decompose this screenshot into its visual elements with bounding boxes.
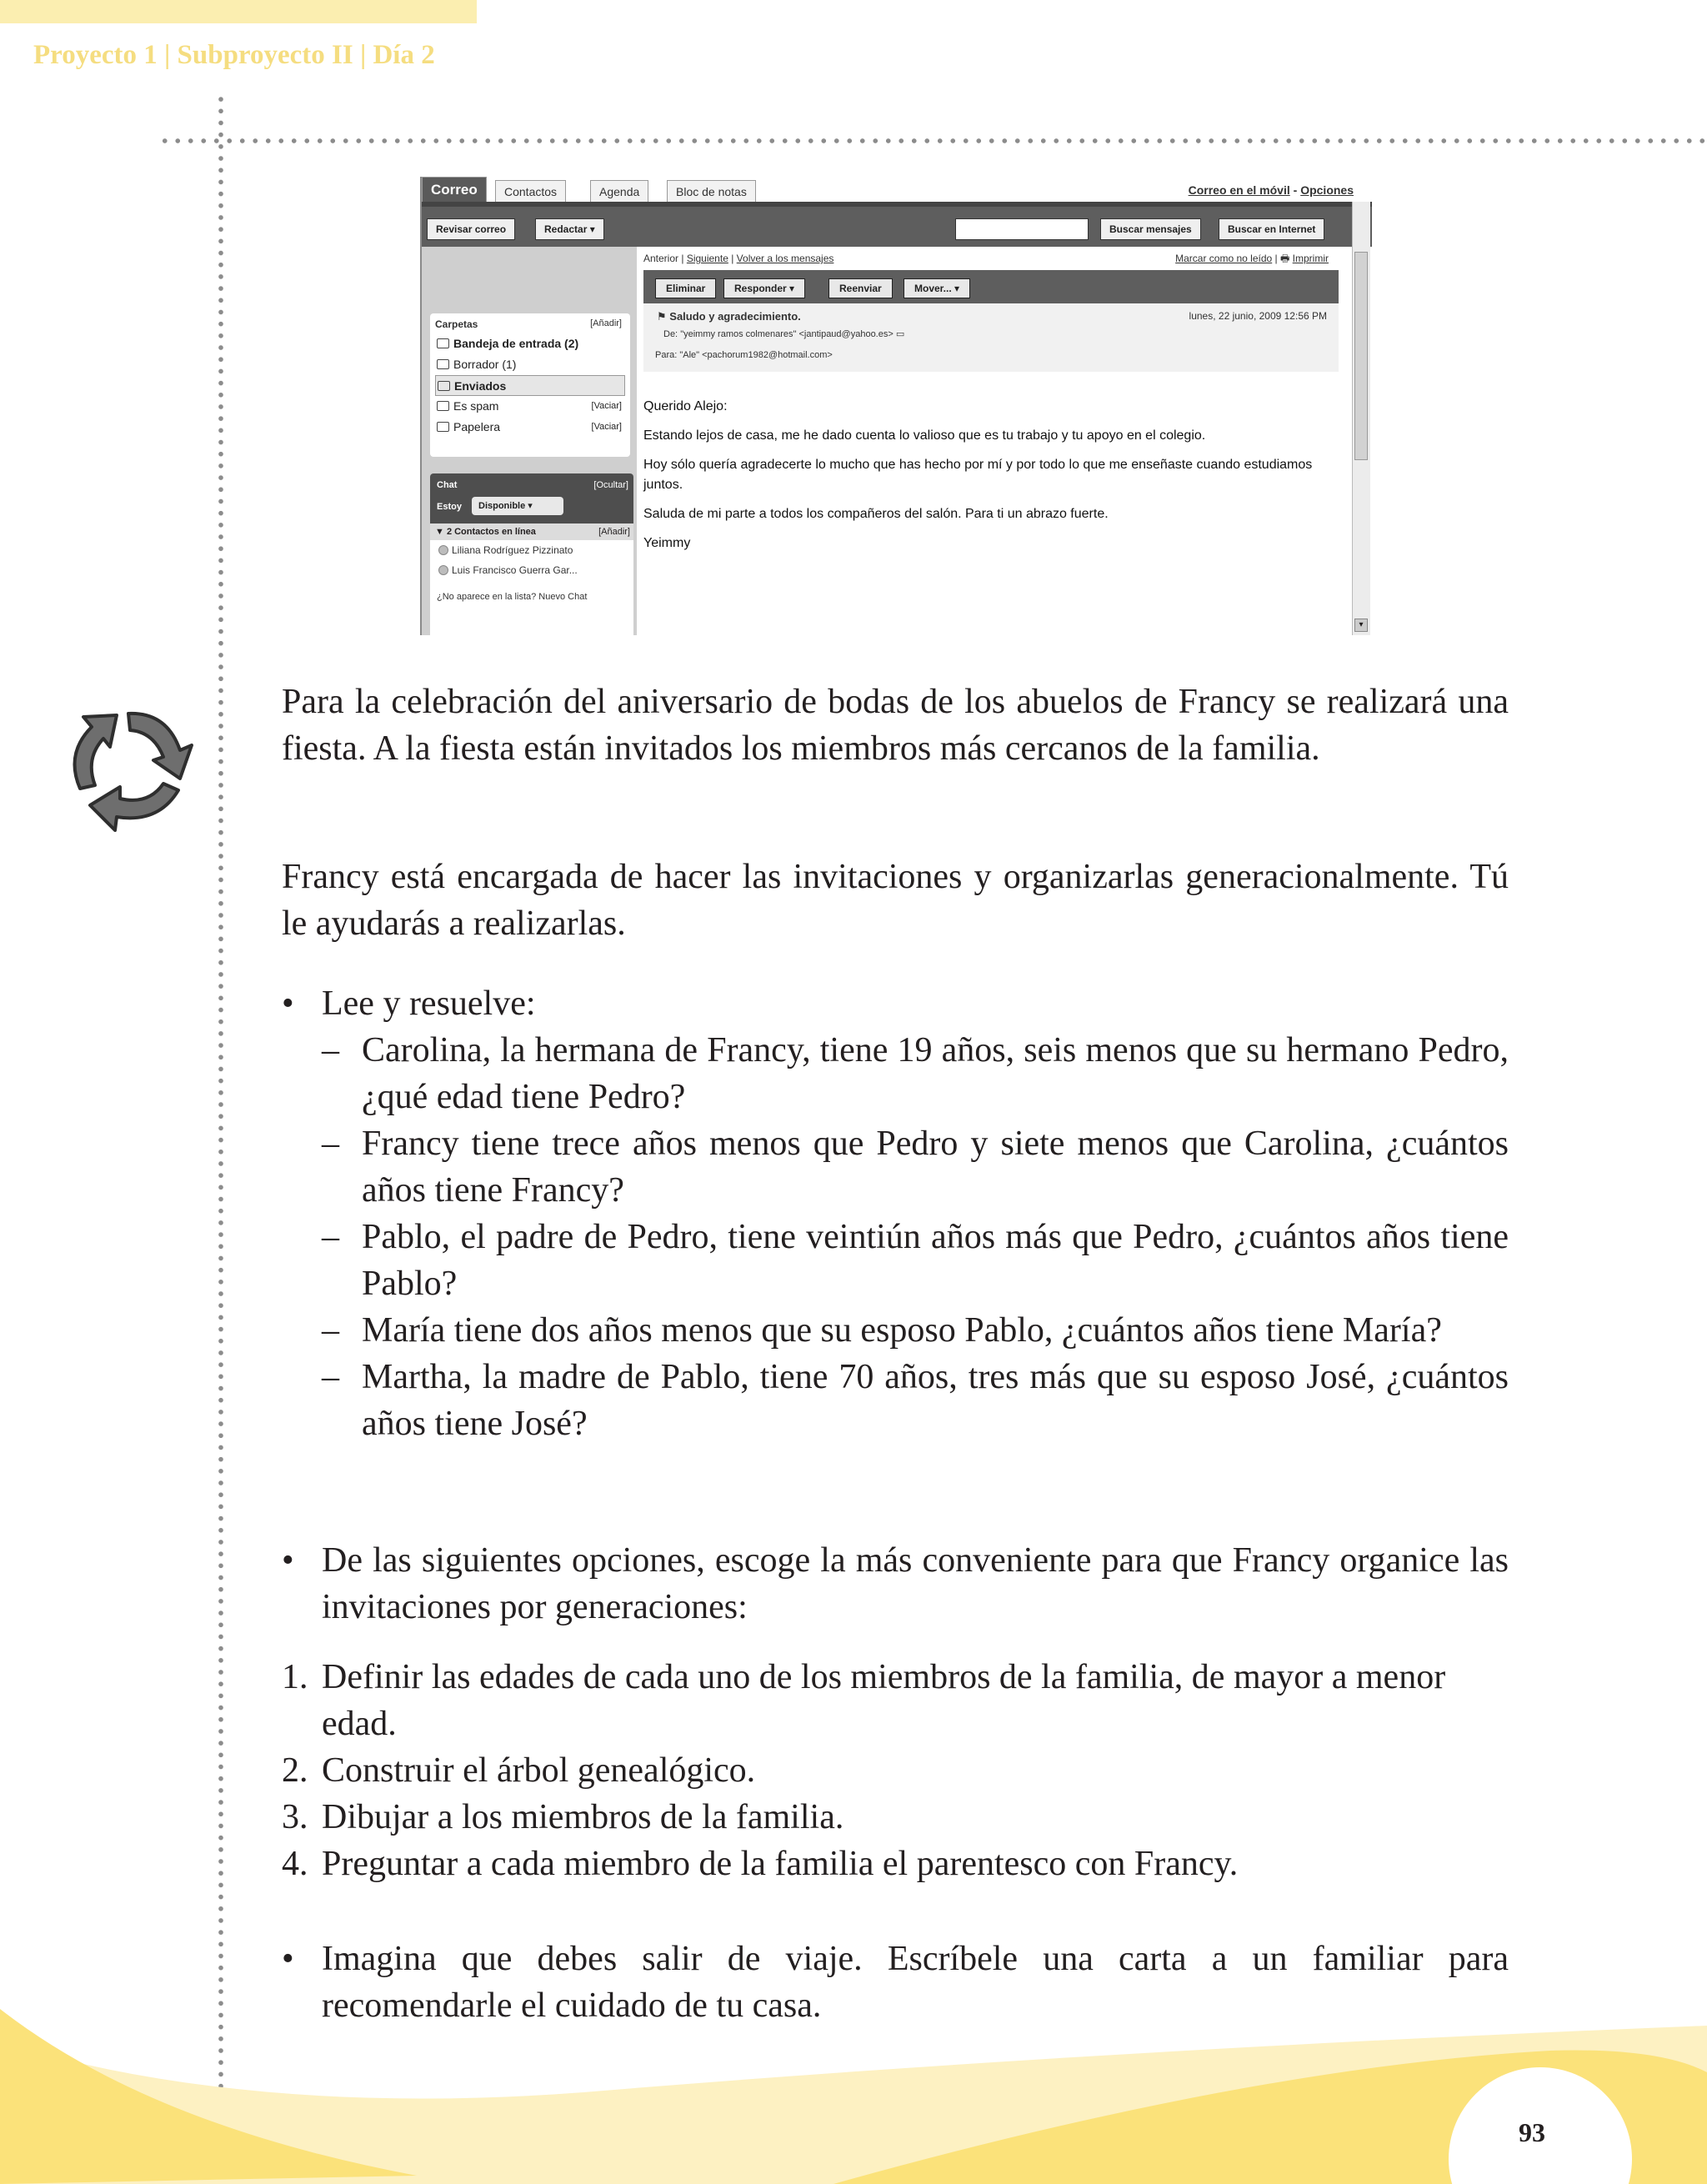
bottom-wave-decoration — [0, 1992, 1707, 2184]
from-label: De: — [663, 329, 678, 339]
intro-paragraph-2: Francy está encargada de hacer las invitaciones y organizarlas generacionalmente. Tú le ayudarás a realizarlas. — [282, 858, 1509, 943]
list-item: – Martha, la madre de Pablo, tiene 70 años, tres más que su esposo José, ¿cuántos años tiene José? — [322, 1358, 1509, 1443]
flag-icon: ⚑ — [657, 310, 667, 323]
chat-add-link[interactable]: [Añadir] — [598, 527, 630, 537]
chat-status-label: Estoy — [437, 502, 462, 512]
folder-icon — [437, 359, 449, 369]
back-link[interactable]: Volver a los mensajes — [736, 253, 834, 264]
chat-panel — [430, 473, 633, 635]
from-address: "yeimmy ramos colmenares" <jantipaud@yahoo.es> — [680, 329, 894, 339]
bullet-symbol: • — [282, 1940, 294, 1978]
options-link[interactable]: Opciones — [1300, 183, 1354, 197]
email-screenshot — [420, 177, 1372, 635]
message-paragraph: Estando lejos de casa, me he dado cuenta lo valioso que es tu trabajo y tu apoyo en el colegio. — [643, 428, 1206, 443]
scroll-down-icon[interactable]: ▾ — [1354, 619, 1368, 632]
chat-status-select[interactable]: Disponible ▾ — [472, 497, 563, 515]
horizontal-dotted-rule — [158, 138, 1707, 143]
page-header: Proyecto 1 | Subproyecto II | Día 2 — [33, 40, 435, 70]
delete-button[interactable]: Eliminar — [655, 278, 716, 298]
status-dot-icon — [438, 565, 448, 575]
list-item: 1. Definir las edades de cada uno de los miembros de la familia, de mayor a menor edad. — [282, 1658, 1446, 1743]
search-mail-button[interactable]: Buscar mensajes — [1100, 218, 1201, 240]
trash-icon — [437, 422, 449, 432]
print-link[interactable]: Imprimir — [1292, 253, 1329, 264]
list-item: 3. Dibujar a los miembros de la familia. — [282, 1798, 844, 1836]
move-button[interactable]: Mover... ▾ — [904, 278, 970, 298]
chat-contact[interactable]: Luis Francisco Guerra Gar... — [430, 560, 633, 580]
problem-list — [322, 1027, 1509, 1447]
empty-spam-link[interactable]: [Vaciar] — [591, 401, 622, 411]
tab-correo[interactable]: Correo — [422, 177, 487, 202]
top-accent-bar — [0, 0, 477, 23]
vertical-dotted-margin — [218, 93, 223, 2177]
folders-panel — [430, 313, 630, 457]
message-date: lunes, 22 junio, 2009 12:56 PM — [1189, 310, 1327, 322]
chat-footer[interactable]: ¿No aparece en la lista? Nuevo Chat — [437, 592, 588, 602]
message-subject: Saludo y agradecimiento. — [669, 310, 801, 323]
mobile-mail-link[interactable]: Correo en el móvil — [1188, 183, 1290, 197]
bullet-item — [282, 980, 1509, 1027]
folder-inbox[interactable]: Bandeja de entrada (2) — [435, 333, 625, 354]
bullet-text: Lee y resuelve: — [322, 984, 536, 1023]
to-label: Para: — [655, 350, 678, 360]
folders-title: Carpetas — [435, 318, 478, 330]
check-mail-button[interactable]: Revisar correo — [427, 218, 515, 240]
to-address: "Ale" <pachorum1982@hotmail.com> — [679, 350, 833, 360]
bullet-text: De las siguientes opciones, escoge la más conveniente para que Francy organice las invitaciones por generaciones: — [322, 1541, 1509, 1626]
bullet-symbol: • — [282, 984, 294, 1023]
tab-contactos[interactable]: Contactos — [495, 180, 566, 202]
forward-button[interactable]: Reenviar — [828, 278, 893, 298]
search-input[interactable] — [955, 218, 1089, 240]
list-item: 4. Preguntar a cada miembro de la familia el parentesco con Francy. — [282, 1845, 1239, 1883]
list-item: – Carolina, la hermana de Francy, tiene 19 años, seis menos que su hermano Pedro, ¿qué edad tiene Pedro? — [322, 1031, 1509, 1116]
tab-bloc-de-notas[interactable]: Bloc de notas — [667, 180, 756, 202]
prev-link[interactable]: Anterior — [643, 253, 679, 264]
message-body — [643, 397, 1339, 563]
chat-title: Chat — [437, 480, 458, 490]
contact-card-icon[interactable]: ▭ — [895, 329, 905, 339]
message-paragraph: Saluda de mi parte a todos los compañeros del salón. Para ti un abrazo fuerte. — [643, 507, 1109, 521]
mail-toolbar — [422, 202, 1372, 247]
list-item: – Francy tiene trece años menos que Pedro y siete menos que Carolina, ¿cuántos años tiene Francy? — [322, 1125, 1509, 1210]
chat-contact[interactable]: Liliana Rodríguez Pizzinato — [430, 540, 633, 560]
scrollbar-thumb[interactable] — [1354, 252, 1368, 460]
folder-trash[interactable]: Papelera [Vaciar] — [435, 417, 625, 438]
online-contacts-toggle[interactable]: ▼ 2 Contactos en línea — [435, 527, 536, 537]
mail-sidebar — [422, 247, 637, 635]
folders-add-link[interactable]: [Añadir] — [590, 318, 622, 328]
message-actionbar — [643, 270, 1339, 303]
email-tab-bar — [422, 177, 1372, 202]
list-item: 2. Construir el árbol genealógico. — [282, 1751, 756, 1790]
recycle-icon — [55, 699, 200, 832]
folder-icon — [437, 401, 449, 411]
print-icon: 🖶 — [1280, 253, 1290, 264]
status-dot-icon — [438, 545, 448, 555]
message-paragraph: Hoy sólo quería agradecerte lo mucho que has hecho por mí y por todo lo que me enseñaste cuando estudiamos juntos. — [643, 458, 1313, 492]
page-number: 93 — [1519, 2117, 1545, 2147]
message-pane — [643, 247, 1352, 635]
list-item: – María tiene dos años menos que su esposo Pablo, ¿cuántos años tiene María? — [322, 1311, 1442, 1350]
options-list — [282, 1654, 1509, 1887]
list-item: – Pablo, el padre de Pedro, tiene veintiún años más que Pedro, ¿cuántos años tiene Pablo? — [322, 1218, 1509, 1303]
bullet-item — [282, 1537, 1509, 1630]
message-scrollbar[interactable] — [1352, 202, 1370, 635]
bullet-symbol: • — [282, 1541, 294, 1580]
folder-icon — [438, 381, 450, 391]
folder-drafts[interactable]: Borrador (1) — [435, 354, 625, 375]
mark-unread-link[interactable]: Marcar como no leído — [1175, 253, 1273, 264]
top-links: Correo en el móvil - Opciones — [1188, 183, 1354, 197]
reply-button[interactable]: Responder ▾ — [723, 278, 805, 298]
bullet-text: Imagina que debes salir de viaje. Escríbele una carta a un familiar para recomendarle el cuidado de tu casa. — [322, 1940, 1509, 2025]
config-link[interactable]: Configuración ▾ — [430, 623, 494, 633]
next-link[interactable]: Siguiente — [686, 253, 728, 264]
message-greeting: Querido Alejo: — [643, 399, 728, 413]
search-web-button[interactable]: Buscar en Internet — [1219, 218, 1324, 240]
folder-icon — [437, 338, 449, 348]
folder-spam[interactable]: Es spam [Vaciar] — [435, 396, 625, 417]
folder-sent[interactable]: Enviados — [435, 375, 625, 396]
message-signature: Yeimmy — [643, 536, 691, 550]
message-header — [643, 303, 1339, 372]
chat-hide-link[interactable]: [Ocultar] — [593, 480, 628, 490]
intro-paragraph-1: Para la celebración del aniversario de bodas de los abuelos de Francy se realizará una fiesta. A la fiesta están invitados los miembros más cercanos de la familia. — [282, 683, 1509, 768]
message-nav: Anterior | Siguiente | Volver a los mensajes Marcar como no leído | 🖶 Imprimir — [643, 253, 1329, 264]
compose-button[interactable]: Redactar ▾ — [535, 218, 604, 240]
tab-agenda[interactable]: Agenda — [590, 180, 648, 202]
empty-trash-link[interactable]: [Vaciar] — [591, 422, 622, 432]
